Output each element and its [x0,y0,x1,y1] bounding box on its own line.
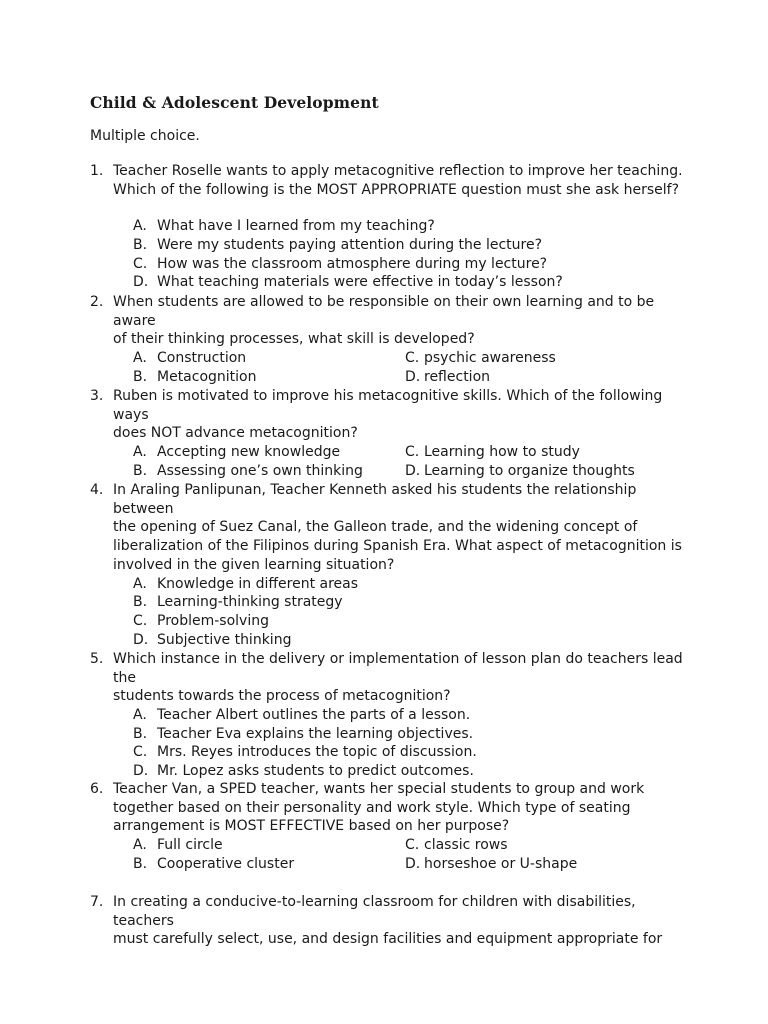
option-letter: A. [133,218,147,235]
option-letter: A. [133,575,147,592]
option-letter: A. [133,837,147,854]
option-text: horseshoe or U-shape [424,855,578,872]
option-b [133,725,690,744]
options-list [133,217,690,292]
stem-line: must carefully select, use, and design facilities and equipment appropriate for [113,931,663,948]
option-a [133,575,690,594]
question-4 [90,481,690,649]
option-text: Subjective thinking [157,631,292,648]
option-text: Knowledge in different areas [157,575,359,592]
option-letter: C. [133,255,148,272]
option-letter: B. [133,237,148,254]
question-stem [113,893,690,949]
option-b [133,368,405,387]
option-letter: C. [133,744,148,761]
option-letter: B. [133,462,148,479]
option-c [405,836,705,855]
question-stem [113,293,690,349]
option-letter: D. [405,462,421,479]
options-grid [133,443,690,480]
option-c [405,443,705,462]
option-c [133,612,690,631]
option-letter: D. [133,631,149,648]
question-stem [113,387,690,443]
question-stem [113,780,690,836]
question-number: 4. [90,482,104,498]
option-letter: A. [133,350,147,367]
option-c [133,255,690,274]
stem-line: of their thinking processes, what skill is developed? [113,331,475,348]
option-letter: B. [133,594,148,611]
option-text: Assessing one’s own thinking [157,462,363,479]
stem-line: In creating a conducive-to-learning classroom for children with disabilities, teachers [113,894,636,929]
question-3 [90,387,690,480]
option-text: Mr. Lopez asks students to predict outcomes. [157,763,474,780]
option-a [133,443,405,462]
document-title: Child & Adolescent Development [90,93,379,112]
option-text: reflection [424,368,491,385]
option-text: Construction [157,350,247,367]
question-number: 3. [90,388,104,404]
option-text: How was the classroom atmosphere during my lecture? [157,255,548,272]
stem-line: Which of the following is the MOST APPROPRIATE question must she ask herself? [113,181,680,198]
option-text: Learning-thinking strategy [157,594,343,611]
option-text: classic rows [424,837,508,854]
stem-line: Ruben is motivated to improve his metacognitive skills. Which of the following ways [113,388,663,423]
option-b [133,593,690,612]
option-d [405,855,705,874]
stem-line: together based on their personality and work style. Which type of seating [113,799,631,816]
option-c [405,349,705,368]
option-text: Were my students paying attention during the lecture? [157,237,543,254]
option-a [133,706,690,725]
option-letter: B. [133,368,148,385]
option-text: Teacher Eva explains the learning objectives. [157,725,474,742]
question-stem [113,162,690,199]
question-number: 2. [90,294,104,310]
option-text: Mrs. Reyes introduces the topic of discussion. [157,744,477,761]
option-text: Teacher Albert outlines the parts of a lesson. [157,707,471,724]
option-letter: A. [133,707,147,724]
option-text: Learning how to study [424,444,580,461]
option-d [133,631,690,650]
options-list [133,706,690,781]
option-letter: B. [133,725,148,742]
options-list [133,575,690,650]
option-letter: D. [405,855,421,872]
stem-line: does NOT advance metacognition? [113,425,358,442]
option-letter: C. [405,837,420,854]
option-letter: D. [133,274,149,291]
question-number: 5. [90,651,104,667]
option-letter: C. [405,444,420,461]
option-text: Full circle [157,837,223,854]
option-text: What have I learned from my teaching? [157,218,435,235]
stem-line: Teacher Van, a SPED teacher, wants her special students to group and work [113,781,645,797]
option-b [133,462,405,481]
stem-line: arrangement is MOST EFFECTIVE based on her purpose? [113,818,510,835]
question-2 [90,293,690,386]
option-text: Metacognition [157,368,257,385]
option-c [133,743,690,762]
stem-line: Which instance in the delivery or implementation of lesson plan do teachers lead the [113,651,683,686]
option-d [405,368,705,387]
stem-line: When students are allowed to be responsible on their own learning and to be aware [113,294,655,329]
option-a [133,349,405,368]
stem-line: students towards the process of metacognition? [113,688,451,705]
option-a [133,836,405,855]
option-d [133,273,690,292]
option-letter: C. [133,612,148,629]
option-letter: C. [405,350,420,367]
option-text: psychic awareness [424,350,556,367]
question-6 [90,780,690,873]
stem-line: Teacher Roselle wants to apply metacognitive reflection to improve her teaching. [113,163,683,179]
option-letter: D. [405,368,421,385]
option-b [133,855,405,874]
option-letter: D. [133,763,149,780]
option-text: Cooperative cluster [157,855,295,872]
option-a [133,217,690,236]
question-number: 1. [90,163,104,179]
option-b [133,236,690,255]
question-1 [90,162,690,292]
option-text: What teaching materials were effective in today’s lesson? [157,274,563,291]
instructions: Multiple choice. [90,128,200,144]
stem-line: the opening of Suez Canal, the Galleon trade, and the widening concept of [113,519,638,536]
question-number: 6. [90,781,104,797]
options-grid [133,349,690,386]
option-d [133,762,690,781]
question-5 [90,650,690,781]
option-text: Learning to organize thoughts [424,462,635,479]
option-letter: A. [133,444,147,461]
question-7 [90,893,690,949]
option-d [405,462,705,481]
stem-line: In Araling Panlipunan, Teacher Kenneth asked his students the relationship between [113,482,637,517]
question-number: 7. [90,894,104,910]
option-letter: B. [133,855,148,872]
question-stem [113,481,690,575]
option-text: Problem-solving [157,612,269,629]
stem-line: liberalization of the Filipinos during Spanish Era. What aspect of metacognition is [113,538,682,555]
question-stem [113,650,690,706]
option-text: Accepting new knowledge [157,444,341,461]
options-grid [133,836,690,873]
stem-line: involved in the given learning situation? [113,556,395,573]
